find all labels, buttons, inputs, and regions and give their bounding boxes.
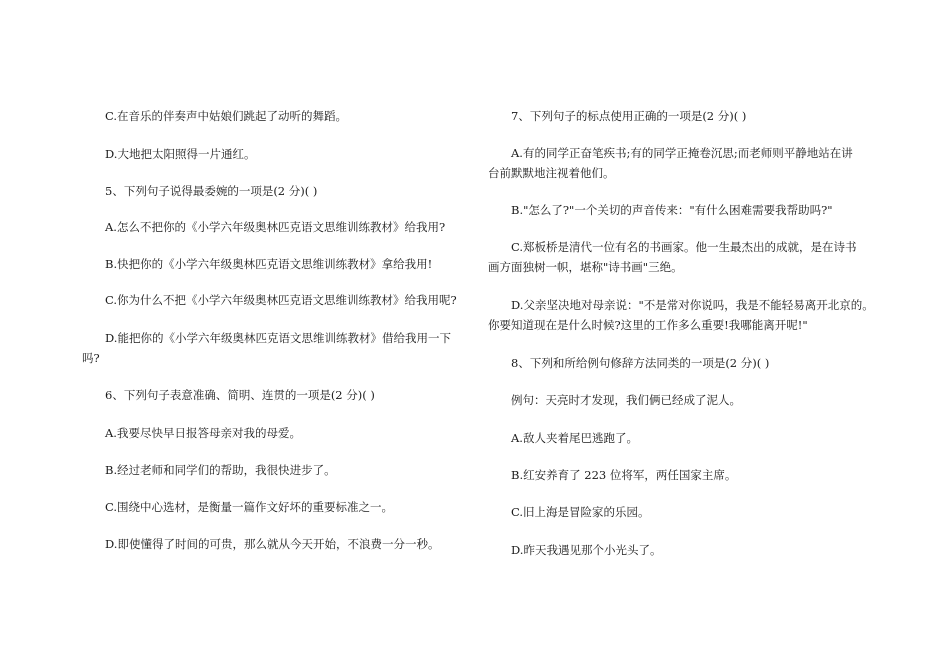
q7-option-c-line1: C.郑板桥是清代一位有名的书画家。他一生最杰出的成就，是在诗书	[511, 240, 857, 254]
q8-question: 8、下列和所给例句修辞方法同类的一项是(2 分)( )	[511, 356, 770, 370]
q7-option-a-line1: A.有的同学正奋笔疾书;有的同学正掩卷沉思;而老师则平静地站在讲	[511, 146, 853, 160]
q4-option-c: C.在音乐的伴奏声中姑娘们跳起了动听的舞蹈。	[105, 109, 348, 123]
q8-example: 例句：天亮时才发现，我们俩已经成了泥人。	[511, 393, 741, 407]
q6-option-d: D.即使懂得了时间的可贵，那么就从今天开始，不浪费一分一秒。	[105, 537, 440, 551]
q7-option-d-line1: D.父亲坚决地对母亲说："不是常对你说吗，我是不能轻易离开北京的。	[511, 298, 874, 312]
q8-option-c: C.旧上海是冒险家的乐园。	[511, 505, 650, 519]
q5-question: 5、下列句子说得最委婉的一项是(2 分)( )	[105, 184, 318, 198]
q6-option-a: A.我要尽快早日报答母亲对我的母爱。	[105, 426, 301, 440]
q6-question: 6、下列句子表意准确、简明、连贯的一项是(2 分)( )	[105, 388, 375, 402]
q5-option-c: C.你为什么不把《小学六年级奥林匹克语文思维训练教材》给我用呢?	[105, 293, 457, 307]
q7-option-c-line2: 画方面独树一帜，堪称"诗书画"三绝。	[488, 260, 683, 274]
q8-option-a: A.敌人夹着尾巴逃跑了。	[511, 431, 638, 445]
q5-option-d-line2: 吗?	[82, 351, 100, 365]
q8-option-b: B.红安养育了 223 位将军，两任国家主席。	[511, 468, 737, 482]
q5-option-a: A.怎么不把你的《小学六年级奥林匹克语文思维训练教材》给我用?	[105, 220, 446, 234]
q5-option-d-line1: D.能把你的《小学六年级奥林匹克语文思维训练教材》借给我用一下	[105, 331, 451, 345]
q4-option-d: D.大地把太阳照得一片通红。	[105, 147, 256, 161]
q7-option-a-line2: 台前默默地注视着他们。	[488, 166, 615, 180]
q8-option-d: D.昨天我遇见那个小光头了。	[511, 543, 662, 557]
q7-question: 7、下列句子的标点使用正确的一项是(2 分)( )	[511, 109, 747, 123]
q6-option-b: B.经过老师和同学们的帮助，我很快进步了。	[105, 463, 336, 477]
q7-option-d-line2: 你要知道现在是什么时候?这里的工作多么重要!我哪能离开呢!"	[488, 318, 808, 332]
q6-option-c: C.围绕中心选材，是衡量一篇作文好坏的重要标准之一。	[105, 500, 394, 514]
q5-option-b: B.快把你的《小学六年级奥林匹克语文思维训练教材》拿给我用!	[105, 257, 433, 271]
q7-option-b: B."怎么了?"一个关切的声音传来："有什么困难需要我帮助吗?"	[511, 203, 833, 217]
